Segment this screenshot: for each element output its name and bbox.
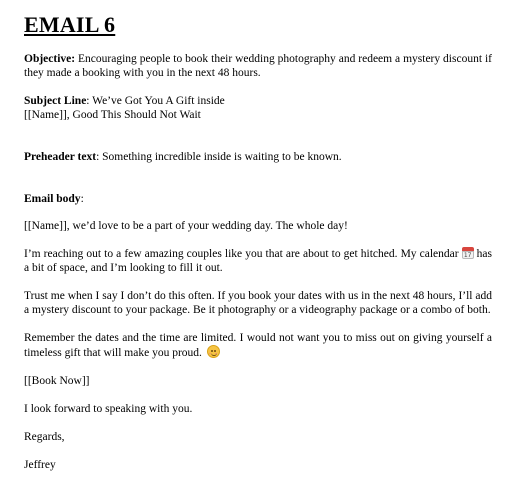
subject-line-paragraph — [24, 94, 492, 108]
body-paragraph-2-part-a: I’m reaching out to a few amazing couples like you that are about to get hitched. My calendar — [24, 248, 462, 260]
calendar-icon-day: 17 — [462, 251, 474, 259]
email-body-label: Email body — [24, 193, 81, 205]
objective-label: Objective: — [24, 53, 76, 65]
regards-line: Regards, — [24, 431, 65, 443]
body-paragraph-2 — [24, 247, 492, 275]
subject-line-2: [[Name]], Good This Should Not Wait — [24, 109, 201, 121]
smiling-face-icon — [207, 345, 220, 358]
body-paragraph-4 — [24, 331, 492, 360]
email-title: EMAIL 6 — [24, 12, 116, 37]
objective-text: Encouraging people to book their wedding photography and redeem a mystery discount if they made a booking with you in the next 48 hours. — [24, 53, 492, 79]
body-paragraph-4-text: Remember the dates and the time are limited. I would not want you to miss out on giving yourself a timeless gift that will make you proud. — [24, 332, 492, 359]
email-body-colon: : — [80, 193, 84, 205]
book-now-cta: [[Book Now]] — [24, 375, 90, 387]
calendar-icon — [462, 247, 474, 259]
closing-line: I look forward to speaking with you. — [24, 403, 193, 415]
body-paragraph-2-part-b: has a bit of space, and I’m looking to fill it out. — [24, 248, 492, 274]
subject-text: : We’ve Got You A Gift inside — [86, 95, 225, 107]
preheader-paragraph — [24, 150, 492, 164]
signature: Jeffrey — [24, 459, 56, 471]
objective-paragraph — [24, 52, 492, 80]
preheader-label: Preheader text — [24, 151, 97, 163]
subject-label: Subject Line — [24, 95, 87, 107]
body-paragraph-3: Trust me when I say I don’t do this often. If you book your dates with us in the next 48 hours, I’ll add a mystery discount to your package. Be it photography or a videography package or a combo of both. — [24, 290, 492, 316]
email-body-heading — [24, 192, 492, 206]
body-paragraph-1: [[Name]], we’d love to be a part of your wedding day. The whole day! — [24, 220, 348, 232]
preheader-text: : Something incredible inside is waiting to be known. — [96, 151, 342, 163]
